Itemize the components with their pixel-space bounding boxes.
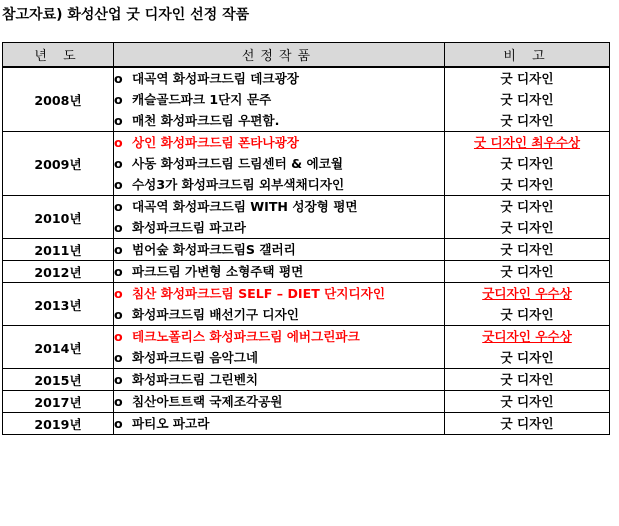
bullet-marker: o <box>114 394 123 409</box>
work-item <box>114 196 444 217</box>
work-item <box>114 326 444 347</box>
bullet-marker: o <box>114 286 123 301</box>
note-text: 굿 디자인 <box>500 350 554 365</box>
note-text: 굿 디자인 <box>500 177 554 192</box>
table-row <box>3 413 610 435</box>
bullet-marker: o <box>114 307 123 322</box>
table-body <box>3 67 610 435</box>
table-row <box>3 196 610 239</box>
work-item <box>114 347 444 368</box>
work-item <box>114 174 444 195</box>
note-text: 굿 디자인 <box>500 113 554 128</box>
work-item <box>114 369 444 390</box>
note-item <box>445 196 609 217</box>
note-text: 굿 디자인 <box>500 264 554 279</box>
award-table <box>2 42 610 435</box>
header-works: 선정작품 <box>114 43 445 68</box>
work-item <box>114 217 444 238</box>
works-cell <box>114 196 445 239</box>
bullet-marker: o <box>114 92 123 107</box>
work-title: 대곡역 화성파크드림 데크광장 <box>132 71 299 86</box>
notes-cell <box>445 132 610 196</box>
bullet-marker: o <box>114 199 123 214</box>
work-item <box>114 304 444 325</box>
award-note: 굿 디자인 최우수상 <box>473 135 581 150</box>
table-row <box>3 283 610 326</box>
note-item <box>445 239 609 260</box>
table-row <box>3 391 610 413</box>
works-cell <box>114 239 445 261</box>
notes-cell <box>445 239 610 261</box>
work-title: 캐슬골드파크 1단지 문주 <box>132 92 272 107</box>
note-text: 굿 디자인 <box>500 394 554 409</box>
year-cell: 2013년 <box>3 283 114 326</box>
header-year: 년 도 <box>3 43 114 68</box>
work-item <box>114 110 444 131</box>
note-item <box>445 68 609 89</box>
bullet-marker: o <box>114 329 123 344</box>
year-cell: 2014년 <box>3 326 114 369</box>
note-item <box>445 391 609 412</box>
table-header-row <box>3 43 610 68</box>
note-item <box>445 217 609 238</box>
notes-cell <box>445 67 610 132</box>
page-title: 참고자료) 화성산업 굿 디자인 선정 작품 <box>2 7 250 23</box>
work-title: 침산아트트랙 국제조각공원 <box>132 394 283 409</box>
bullet-marker: o <box>114 135 123 150</box>
work-title: 사동 화성파크드림 드림센터 & 에코월 <box>132 156 344 171</box>
table-row <box>3 326 610 369</box>
table-row <box>3 239 610 261</box>
notes-cell <box>445 326 610 369</box>
note-item <box>445 89 609 110</box>
work-item <box>114 89 444 110</box>
works-cell <box>114 261 445 283</box>
note-text: 굿 디자인 <box>500 92 554 107</box>
bullet-marker: o <box>114 242 123 257</box>
note-item <box>445 413 609 434</box>
bullet-marker: o <box>114 71 123 86</box>
work-title: 테크노폴리스 화성파크드림 에버그린파크 <box>132 329 360 344</box>
notes-cell <box>445 369 610 391</box>
note-text: 굿 디자인 <box>500 199 554 214</box>
note-text: 굿 디자인 <box>500 307 554 322</box>
notes-cell <box>445 391 610 413</box>
note-item <box>445 261 609 282</box>
note-text: 굿 디자인 <box>500 416 554 431</box>
work-item <box>114 68 444 89</box>
work-title: 파티오 파고라 <box>132 416 210 431</box>
bullet-marker: o <box>114 264 123 279</box>
works-cell <box>114 369 445 391</box>
work-title: 화성파크드림 음악그네 <box>132 350 259 365</box>
note-text: 굿 디자인 <box>500 156 554 171</box>
work-title: 화성파크드림 배선기구 디자인 <box>132 307 299 322</box>
bullet-marker: o <box>114 113 123 128</box>
works-cell <box>114 283 445 326</box>
notes-cell <box>445 413 610 435</box>
work-item <box>114 261 444 282</box>
work-item <box>114 413 444 434</box>
work-title: 수성3가 화성파크드림 외부색채디자인 <box>132 177 345 192</box>
note-item <box>445 369 609 390</box>
work-title: 범어숲 화성파크드림S 갤러리 <box>132 242 296 257</box>
table-row <box>3 67 610 132</box>
note-item <box>445 326 609 347</box>
year-cell: 2008년 <box>3 67 114 132</box>
note-item <box>445 132 609 153</box>
award-note: 굿디자인 우수상 <box>482 286 572 301</box>
year-cell: 2019년 <box>3 413 114 435</box>
note-item <box>445 110 609 131</box>
note-item <box>445 153 609 174</box>
header-note: 비 고 <box>445 43 610 68</box>
bullet-marker: o <box>114 220 123 235</box>
year-cell: 2009년 <box>3 132 114 196</box>
bullet-marker: o <box>114 350 123 365</box>
bullet-marker: o <box>114 177 123 192</box>
notes-cell <box>445 283 610 326</box>
work-item <box>114 391 444 412</box>
work-item <box>114 132 444 153</box>
work-title: 상인 화성파크드림 폰타나광장 <box>132 135 299 150</box>
work-title: 대곡역 화성파크드림 WITH 성장형 평면 <box>132 199 358 214</box>
bullet-marker: o <box>114 416 123 431</box>
year-cell: 2015년 <box>3 369 114 391</box>
note-item <box>445 304 609 325</box>
note-item <box>445 174 609 195</box>
year-cell: 2011년 <box>3 239 114 261</box>
work-item <box>114 283 444 304</box>
work-title: 화성파크드림 그린벤치 <box>132 372 259 387</box>
year-cell: 2010년 <box>3 196 114 239</box>
notes-cell <box>445 261 610 283</box>
work-title: 침산 화성파크드림 SELF – DIET 단지디자인 <box>132 286 386 301</box>
notes-cell <box>445 196 610 239</box>
note-text: 굿 디자인 <box>500 372 554 387</box>
table-row <box>3 369 610 391</box>
work-item <box>114 239 444 260</box>
year-cell: 2017년 <box>3 391 114 413</box>
note-text: 굿 디자인 <box>500 220 554 235</box>
bullet-marker: o <box>114 156 123 171</box>
works-cell <box>114 132 445 196</box>
works-cell <box>114 413 445 435</box>
table-row <box>3 261 610 283</box>
note-text: 굿 디자인 <box>500 71 554 86</box>
table-row <box>3 132 610 196</box>
works-cell <box>114 326 445 369</box>
work-item <box>114 153 444 174</box>
work-title: 파크드림 가변형 소형주택 평면 <box>132 264 304 279</box>
work-title: 화성파크드림 파고라 <box>132 220 246 235</box>
work-title: 매천 화성파크드림 우편함. <box>132 113 280 128</box>
note-item <box>445 347 609 368</box>
award-note: 굿디자인 우수상 <box>482 329 572 344</box>
note-text: 굿 디자인 <box>500 242 554 257</box>
works-cell <box>114 67 445 132</box>
note-item <box>445 283 609 304</box>
works-cell <box>114 391 445 413</box>
year-cell: 2012년 <box>3 261 114 283</box>
bullet-marker: o <box>114 372 123 387</box>
